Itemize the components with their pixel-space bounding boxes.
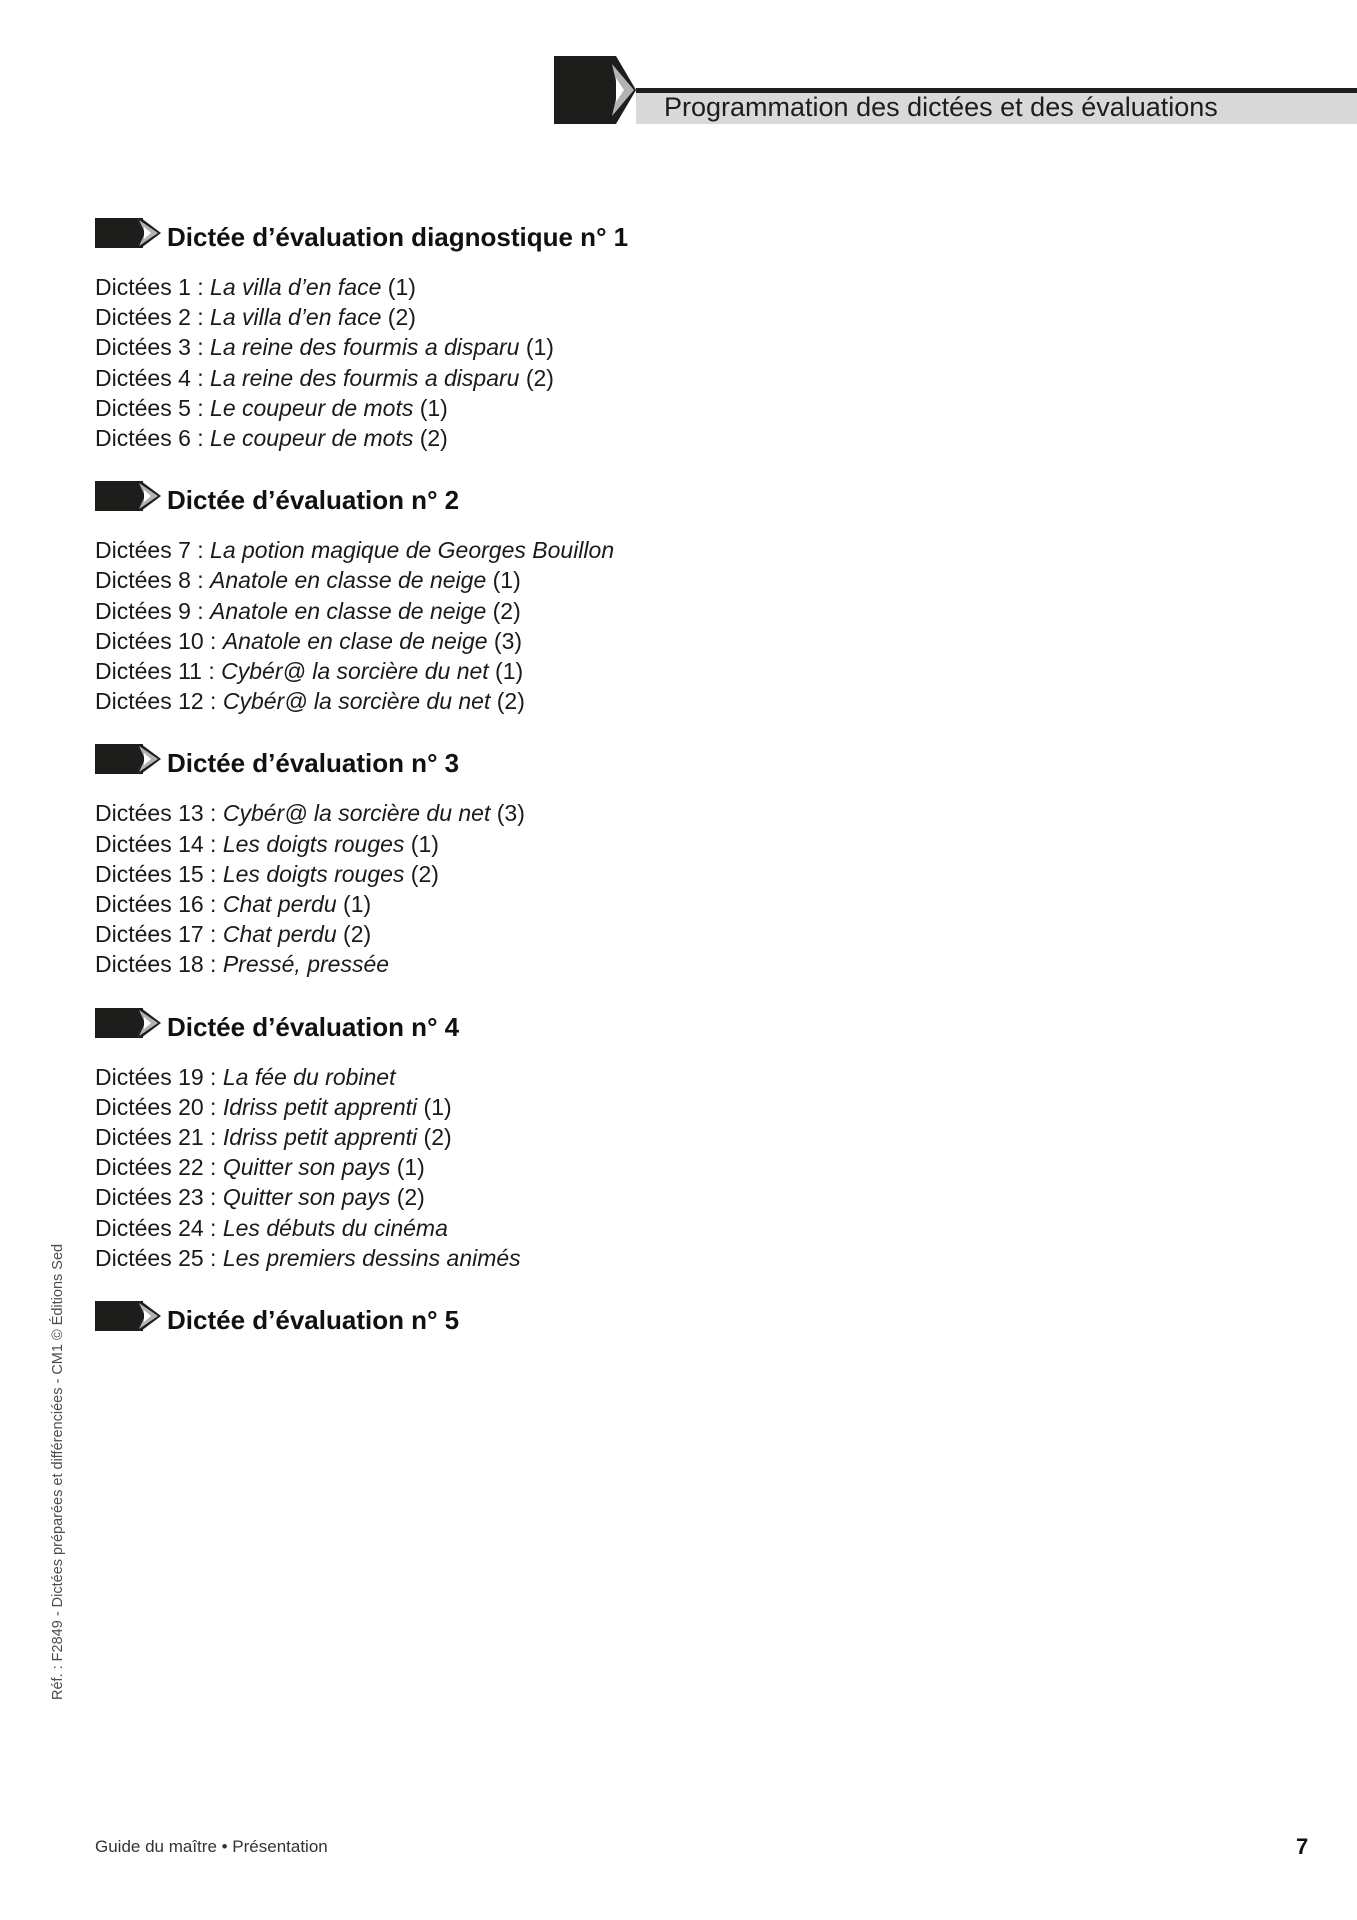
header-banner bbox=[554, 56, 1357, 124]
item-label: Dictées 8 : bbox=[95, 567, 211, 594]
section-title: Dictée d’évaluation n° 4 bbox=[167, 1011, 460, 1042]
item-title: La fée du robinet bbox=[222, 1063, 396, 1090]
pencil-tip-icon bbox=[554, 56, 636, 124]
item-label: Dictées 23 : bbox=[95, 1184, 223, 1211]
list-item bbox=[95, 1213, 1195, 1243]
list-item bbox=[95, 302, 1195, 332]
list-item bbox=[95, 656, 1195, 686]
list-item bbox=[95, 1182, 1195, 1212]
section-heading bbox=[95, 216, 1195, 256]
section-heading bbox=[95, 742, 1195, 782]
list-item bbox=[95, 272, 1195, 302]
list-item bbox=[95, 859, 1195, 889]
item-title: Idriss petit apprenti bbox=[222, 1093, 418, 1120]
item-suffix: (1) bbox=[486, 567, 521, 594]
item-label: Dictées 17 : bbox=[95, 921, 223, 948]
item-suffix: (1) bbox=[488, 658, 524, 685]
list-item bbox=[95, 1243, 1195, 1273]
item-suffix: (2) bbox=[404, 860, 439, 887]
section-heading bbox=[95, 479, 1195, 519]
dictation-program bbox=[95, 216, 1195, 1365]
page-title: Programmation des dictées et des évaluations bbox=[664, 92, 1218, 122]
list-item bbox=[95, 332, 1195, 362]
item-title: Le coupeur de mots bbox=[210, 394, 414, 421]
item-suffix: (1) bbox=[336, 891, 372, 918]
item-label: Dictées 18 : bbox=[95, 951, 223, 978]
item-label: Dictées 25 : bbox=[95, 1244, 223, 1271]
section-4 bbox=[95, 1006, 1195, 1273]
item-suffix: (1) bbox=[404, 830, 439, 857]
item-title: La reine des fourmis a disparu bbox=[210, 334, 520, 361]
item-title: La villa d’en face bbox=[210, 304, 382, 331]
section-title: Dictée d’évaluation n° 2 bbox=[167, 485, 460, 516]
item-label: Dictées 19 : bbox=[95, 1063, 223, 1090]
pencil-bullet-icon bbox=[95, 1006, 161, 1046]
section-heading bbox=[95, 1006, 1195, 1046]
item-suffix: (1) bbox=[390, 1154, 425, 1181]
list-item bbox=[95, 686, 1195, 716]
item-title: Anatole en classe de neige bbox=[210, 567, 487, 594]
side-reference: Réf. : F2849 - Dictées préparées et différenciées - CM1 © Éditions Sed bbox=[50, 1243, 66, 1700]
section-title: Dictée d’évaluation n° 5 bbox=[167, 1305, 460, 1336]
item-title: La potion magique de Georges Bouillon bbox=[210, 537, 615, 564]
item-suffix: (2) bbox=[417, 1124, 452, 1151]
item-title: Anatole en clase de neige bbox=[222, 627, 488, 654]
item-label: Dictées 3 : bbox=[95, 334, 211, 361]
section-5 bbox=[95, 1299, 1195, 1339]
list-item bbox=[95, 798, 1195, 828]
list-item bbox=[95, 889, 1195, 919]
item-title: Les doigts rouges bbox=[222, 860, 405, 887]
item-title: Cybér@ la sorcière du net bbox=[222, 688, 491, 715]
item-title: Les débuts du cinéma bbox=[222, 1214, 448, 1241]
list-item bbox=[95, 363, 1195, 393]
item-label: Dictées 15 : bbox=[95, 860, 223, 887]
item-label: Dictées 12 : bbox=[95, 688, 223, 715]
section-title: Dictée d’évaluation n° 3 bbox=[167, 748, 460, 779]
item-title: Les doigts rouges bbox=[222, 830, 405, 857]
item-suffix: (1) bbox=[381, 274, 416, 300]
list-item bbox=[95, 829, 1195, 859]
list-item bbox=[95, 1122, 1195, 1152]
item-label: Dictées 10 : bbox=[95, 627, 223, 654]
item-label: Dictées 2 : bbox=[95, 304, 211, 331]
item-title: Pressé, pressée bbox=[222, 951, 390, 978]
item-suffix: (2) bbox=[486, 597, 521, 624]
item-title: Quitter son pays bbox=[222, 1184, 391, 1211]
item-suffix: (3) bbox=[490, 800, 525, 827]
pencil-bullet-icon bbox=[95, 742, 161, 782]
item-label: Dictées 1 : bbox=[95, 274, 211, 300]
pencil-bullet-icon bbox=[95, 216, 161, 256]
item-suffix: (1) bbox=[417, 1093, 452, 1120]
item-suffix: (2) bbox=[381, 304, 416, 331]
item-label: Dictées 16 : bbox=[95, 891, 223, 918]
page-number: 7 bbox=[1296, 1834, 1309, 1859]
item-suffix: (1) bbox=[413, 394, 448, 421]
item-title: Cybér@ la sorcière du net bbox=[221, 658, 489, 685]
item-label: Dictées 21 : bbox=[95, 1124, 223, 1151]
item-suffix: (2) bbox=[519, 364, 554, 391]
list-item bbox=[95, 1092, 1195, 1122]
item-label: Dictées 7 : bbox=[95, 537, 211, 564]
section-title: Dictée d’évaluation diagnostique n° 1 bbox=[167, 222, 629, 252]
list-item bbox=[95, 596, 1195, 626]
item-label: Dictées 20 : bbox=[95, 1093, 223, 1120]
item-label: Dictées 9 : bbox=[95, 597, 211, 624]
item-label: Dictées 11 : bbox=[95, 658, 222, 685]
item-title: Chat perdu bbox=[222, 921, 337, 948]
item-suffix: (2) bbox=[390, 1184, 425, 1211]
item-title: Les premiers dessins animés bbox=[222, 1244, 521, 1271]
item-suffix: (2) bbox=[490, 688, 525, 715]
list-item bbox=[95, 423, 1195, 453]
item-title: Cybér@ la sorcière du net bbox=[222, 800, 491, 827]
item-label: Dictées 13 : bbox=[95, 800, 223, 827]
list-item bbox=[95, 626, 1195, 656]
item-suffix: (2) bbox=[413, 425, 448, 452]
item-label: Dictées 22 : bbox=[95, 1154, 223, 1181]
list-item bbox=[95, 919, 1195, 949]
item-label: Dictées 6 : bbox=[95, 425, 211, 452]
list-item bbox=[95, 535, 1195, 565]
item-title: Quitter son pays bbox=[222, 1154, 391, 1181]
item-suffix: (1) bbox=[519, 334, 554, 361]
list-item bbox=[95, 1062, 1195, 1092]
item-label: Dictées 5 : bbox=[95, 394, 211, 421]
item-suffix: (2) bbox=[336, 921, 372, 948]
pencil-bullet-icon bbox=[95, 1299, 161, 1339]
item-label: Dictées 4 : bbox=[95, 364, 211, 391]
item-label: Dictées 24 : bbox=[95, 1214, 223, 1241]
section-1 bbox=[95, 216, 1195, 453]
item-title: Anatole en classe de neige bbox=[210, 597, 487, 624]
section-heading bbox=[95, 1299, 1195, 1339]
footer-text: Guide du maître • Présentation bbox=[95, 1837, 328, 1856]
list-item bbox=[95, 393, 1195, 423]
item-suffix: (3) bbox=[487, 627, 523, 654]
item-title: La villa d’en face bbox=[210, 274, 382, 300]
list-item bbox=[95, 565, 1195, 595]
item-label: Dictées 14 : bbox=[95, 830, 223, 857]
item-title: Idriss petit apprenti bbox=[222, 1124, 418, 1151]
list-item bbox=[95, 1152, 1195, 1182]
item-title: Chat perdu bbox=[222, 891, 337, 918]
item-title: La reine des fourmis a disparu bbox=[210, 364, 520, 391]
list-item bbox=[95, 949, 1195, 979]
section-2 bbox=[95, 479, 1195, 716]
item-title: Le coupeur de mots bbox=[210, 425, 414, 452]
pencil-bullet-icon bbox=[95, 479, 161, 519]
section-3 bbox=[95, 742, 1195, 979]
